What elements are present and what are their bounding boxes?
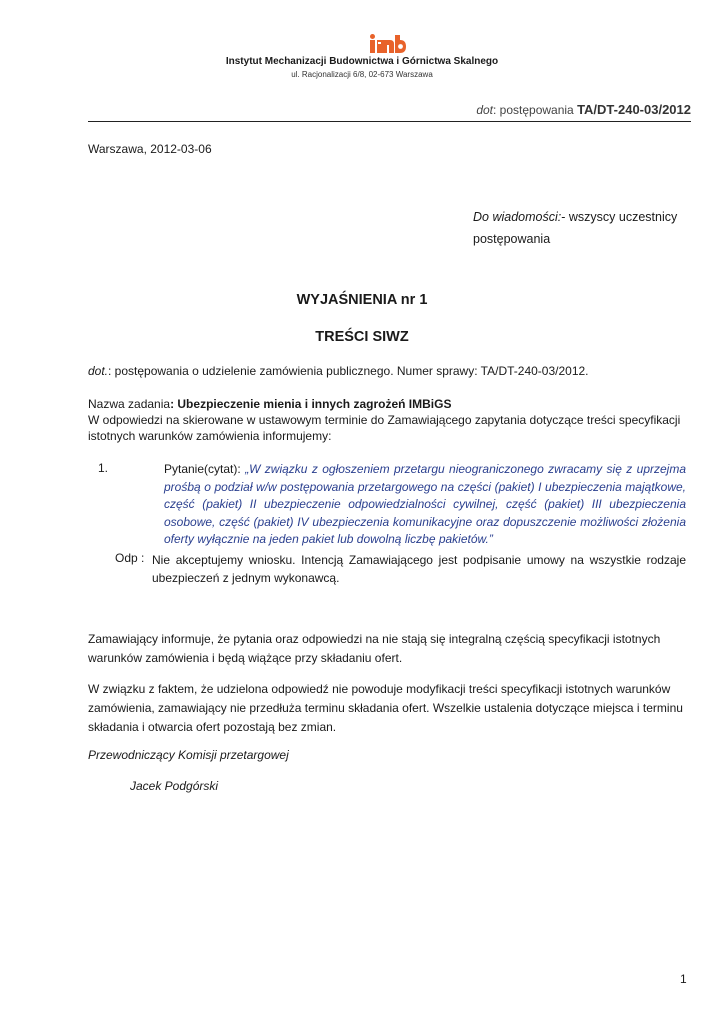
ref-mid: : postępowania (493, 103, 578, 117)
paragraph-integral: Zamawiający informuje, że pytania oraz odpowiedzi na nie stają się integralną częścią specyfikacji istotnych warunków zamówienia i będą wiążące przy składaniu ofert. (88, 632, 661, 665)
question-number: 1. (98, 461, 109, 475)
header-rule (88, 121, 691, 122)
answer-text: Nie akceptujemy wniosku. Intencją Zamawiającego jest podpisanie umowy na wszystkie rodzaje ubezpieczeń z jednym wykonawcą. (152, 553, 686, 585)
dot-line (88, 363, 688, 379)
institute-address: ul. Racjonalizacji 6/8, 02-673 Warszawa (291, 70, 433, 79)
task-intro: W odpowiedzi na skierowane w ustawowym terminie do Zamawiającego zapytania dotyczące treści specyfikacji istotnych warunków zamówienia informujemy: (88, 413, 681, 443)
document-date: Warszawa, 2012-03-06 (88, 142, 212, 156)
task-name: : Ubezpieczenie mienia i innych zagrożeń IMBiGS (170, 397, 452, 411)
question-label: Pytanie(cytat): (164, 462, 246, 476)
dot-text: : postępowania o udzielenie zamówienia publicznego. Numer sprawy: TA/DT-240-03/2012. (108, 364, 589, 378)
signature-name: Jacek Podgórski (130, 779, 219, 793)
ref-prefix: dot (476, 103, 493, 117)
task-label: Nazwa zadania (88, 397, 171, 411)
paragraph-no-change: W związku z faktem, że udzielona odpowiedź nie powoduje modyfikacji treści specyfikacji istotnych warunków zamówienia, zamawiający nie przedłuża terminu składania ofert. Wszelkie ustalenia dotyczące miejsca i terminu składania i otwarcia ofert pozostają bez zmian. (88, 682, 683, 734)
institute-name: Instytut Mechanizacji Budownictwa i Górnictwa Skalnego (225, 56, 499, 67)
ref-number: TA/DT-240-03/2012 (577, 102, 691, 117)
reference-line (88, 102, 691, 117)
title-sub: TREŚCI SIWZ (315, 329, 409, 345)
dot-prefix: dot. (88, 364, 109, 378)
recipient-block (473, 206, 693, 250)
title-main: WYJAŚNIENIA nr 1 (296, 292, 428, 308)
signature-role: Przewodniczący Komisji przetargowej (88, 748, 289, 762)
recipient-text: - wszyscy uczestnicy postępowania (473, 210, 678, 246)
question-text: „W związku z ogłoszeniem przetargu nieograniczonego zwracamy się z uprzejma prośbą o podział w/w postępowania przetargowego na części (pakiet) I ubezpieczenia majątkowe, część (pakiet) II ubezpieczenie odpowiedzialności cywilnej, część (pakiet) III ubezpieczenia osobowe, część (pakiet) IV ubezpieczenia komunikacyjne oraz dopuszczenie możliwości złożenia oferty wyłącznie na jeden pakiet lub dowolną liczbę pakietów.” (164, 462, 686, 547)
imbigs-logo-icon (370, 34, 406, 54)
recipient-label: Do wiadomości: (473, 210, 562, 224)
task-name-line (88, 396, 688, 412)
question-block (115, 461, 686, 549)
answer-label: Odp : (115, 551, 145, 565)
page-number: 1 (680, 972, 687, 986)
